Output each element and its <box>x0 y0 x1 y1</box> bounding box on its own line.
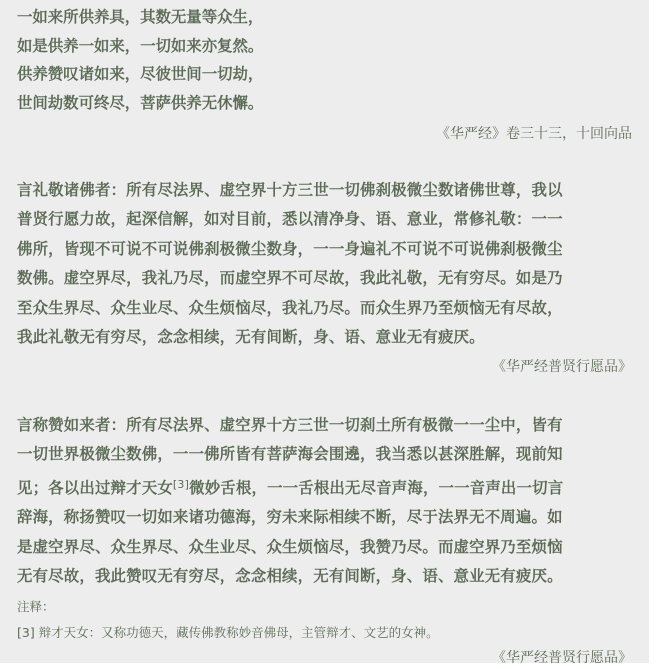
footnote-text: [3] 辩才天女：又称功德天，藏传佛教称妙音佛母，主管辩才、文艺的女神。 <box>17 624 439 640</box>
paragraph-line: 至众生界尽、众生业尽、众生烦恼尽，我礼乃尽。而众生界乃至烦恼无有尽故， <box>17 298 563 317</box>
verse-line: 世间劫数可终尽，菩萨供养无休懈。 <box>17 94 264 113</box>
section-2-source: 《华严经普贤行愿品》 <box>492 649 632 666</box>
paragraph-line <box>17 470 634 504</box>
footnote-reference[interactable]: [3] <box>172 477 190 491</box>
paragraph-line: 辞海，称扬赞叹一切如来诸功德海，穷未来际相续不断，尽于法界无不周遍。如 <box>17 508 563 527</box>
paragraph-line: 数佛。虚空界尽，我礼乃尽，而虚空界不可尽故，我此礼敬，无有穷尽。如是乃 <box>17 269 563 288</box>
paragraph-text: 微妙舌根，一一舌根出无尽音声海，一一音声出一切言 <box>189 478 564 497</box>
verse-block <box>17 0 634 145</box>
paragraph-line: 言称赞如来者：所有尽法界、虚空界十方三世一切刹土所有极微一一尘中，皆有 <box>17 415 563 434</box>
verse-line: 一如来所供养具，其数无量等众生， <box>17 8 264 26</box>
section-1-source: 《华严经普贤行愿品》 <box>492 358 632 375</box>
paragraph-homage-to-buddhas <box>17 176 634 353</box>
paragraph-line: 佛所，皆现不可说不可说佛刹极微尘数身，一一身遍礼不可说不可说佛刹极微尘 <box>17 239 563 258</box>
paragraph-line: 无有尽故，我此赞叹无有穷尽，念念相续，无有间断，身、语、意业无有疲厌。 <box>17 567 563 586</box>
paragraph-line: 言礼敬诸佛者：所有尽法界、虚空界十方三世一切佛刹极微尘数诸佛世尊，我以 <box>17 180 563 199</box>
paragraph-line: 一切世界极微尘数佛，一一佛所皆有菩萨海会围遶，我当悉以甚深胜解，现前知 <box>17 445 563 464</box>
paragraph-line: 是虚空界尽、众生界尽、众生业尽、众生烦恼尽，我赞乃尽。而虚空界乃至烦恼 <box>17 537 563 556</box>
notes-heading: 注释： <box>17 598 55 614</box>
paragraph-praise-of-tathagatas <box>17 411 634 592</box>
verse-line: 供养赞叹诸如来，尽彼世间一切劫， <box>17 65 264 84</box>
paragraph-line: 普贤行愿力故，起深信解，如对目前，悉以清净身、语、意业，常修礼敬：一一 <box>17 210 563 229</box>
verse-source: 《华严经》卷三十三，十回向品 <box>436 125 632 142</box>
verse-line: 如是供养一如来，一切如来亦复然。 <box>17 36 264 55</box>
paragraph-text: 见；各以出过辩才天女 <box>17 478 173 497</box>
paragraph-line: 我此礼敬无有穷尽，念念相续，无有间断，身、语、意业无有疲厌。 <box>17 328 485 347</box>
